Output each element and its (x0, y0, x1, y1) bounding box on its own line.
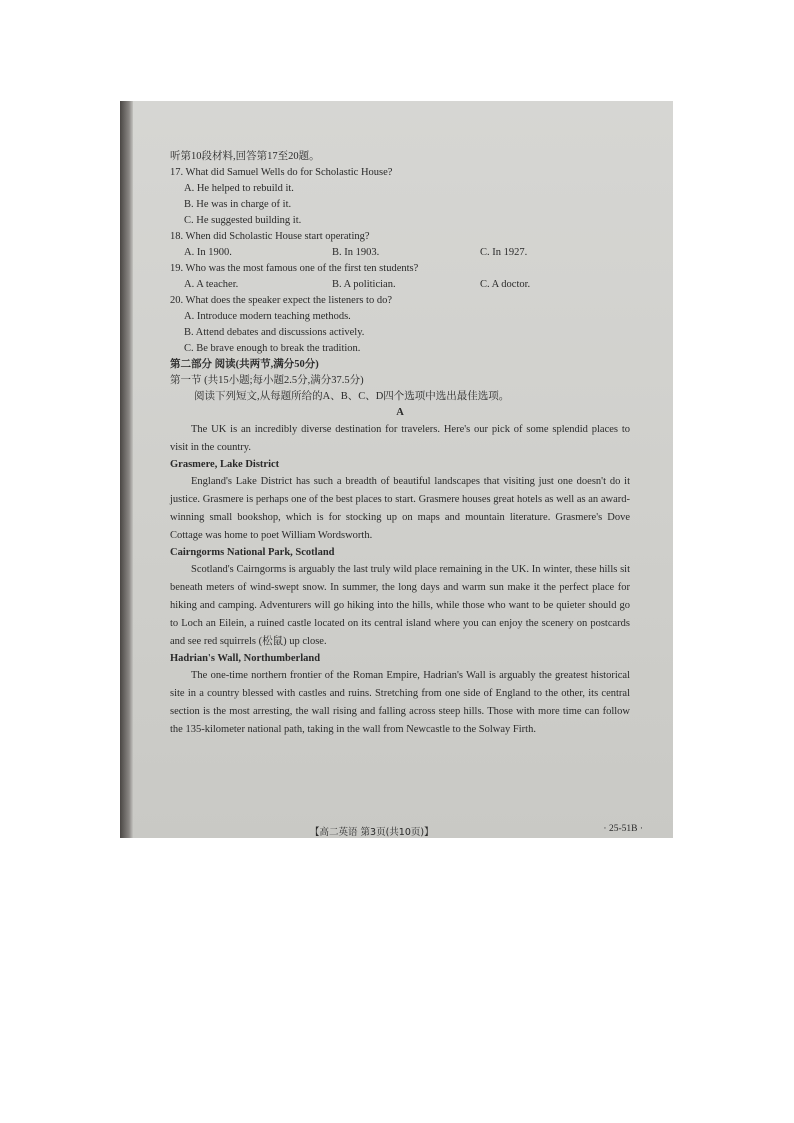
place-heading: Hadrian's Wall, Northumberland (170, 653, 321, 664)
page-number: 【高二英语 第3页(共10页)】 (310, 827, 434, 838)
place-heading: Cairngorms National Park, Scotland (170, 547, 335, 558)
option: A. He helped to rebuild it. (184, 183, 294, 194)
option: B. Attend debates and discussions actively. (184, 327, 365, 338)
listening-instruction: 听第10段材料,回答第17至20题。 (170, 151, 320, 162)
reading-section-title: 第一节 (共15小题;每小题2.5分,满分37.5分) (170, 375, 364, 386)
photo-of-exam-page (120, 101, 673, 838)
reading-part-title: 第二部分 阅读(共两节,满分50分) (170, 359, 319, 370)
option: A. Introduce modern teaching methods. (184, 311, 351, 322)
option: A. In 1900. (184, 247, 232, 258)
option-row (170, 277, 630, 293)
option: C. A doctor. (480, 279, 531, 290)
option: B. A politician. (332, 279, 396, 290)
place-paragraph: The one-time northern frontier of the Roman Empire, Hadrian's Wall is arguably the greatest historical site in a country blessed with castles and ruins. Stretching from one side of England to the other, its central section is the most arresting, the wall rising and falling across steep hills. Those with more time can follow the 135-kilometer national path, taking in the wall from Newcastle to the Solway Firth. (170, 670, 630, 735)
option: A. A teacher. (184, 279, 239, 290)
place-paragraph: England's Lake District has such a breadth of beautiful landscapes that visiting just one doesn't do it justice. Grasmere is perhaps one of the best places to start. Grasmere houses great hotels as well as an award-winning small bookshop, which is for stocking up on maps and mountain literature. Grasmere's Dove Cottage was home to poet William Wordsworth. (170, 476, 630, 541)
option: C. Be brave enough to break the tradition. (184, 343, 361, 354)
passage-intro: The UK is an incredibly diverse destination for travelers. Here's our pick of some splendid places to visit in the country. (170, 424, 630, 453)
question-20: 20. What does the speaker expect the listeners to do? (170, 295, 392, 306)
page-content (170, 149, 630, 739)
exam-code: · 25-51B · (603, 824, 643, 834)
option: C. He suggested building it. (184, 215, 302, 226)
option: C. In 1927. (480, 247, 528, 258)
option: B. He was in charge of it. (184, 199, 292, 210)
question-19: 19. Who was the most famous one of the first ten students? (170, 263, 419, 274)
passage-label: A (396, 407, 404, 418)
reading-instruction: 阅读下列短文,从每题所给的A、B、C、D四个选项中选出最佳选项。 (194, 391, 510, 402)
question-17: 17. What did Samuel Wells do for Scholastic House? (170, 167, 393, 178)
page-shadow-edge (120, 101, 133, 838)
option: B. In 1903. (332, 247, 380, 258)
place-heading: Grasmere, Lake District (170, 459, 280, 470)
question-18: 18. When did Scholastic House start operating? (170, 231, 370, 242)
place-paragraph: Scotland's Cairngorms is arguably the last truly wild place remaining in the UK. In winter, these hills sit beneath meters of wind-swept snow. In summer, the long days and warm sun make it the perfect place for hiking and camping. Adventurers will go hiking into the hills, while those who want to be quieter should go to Loch an Eilein, a ruined castle located on its central island where you can enjoy the scenery on postcards and see red squirrels (松鼠) up close. (170, 564, 630, 647)
option-row (170, 245, 630, 261)
